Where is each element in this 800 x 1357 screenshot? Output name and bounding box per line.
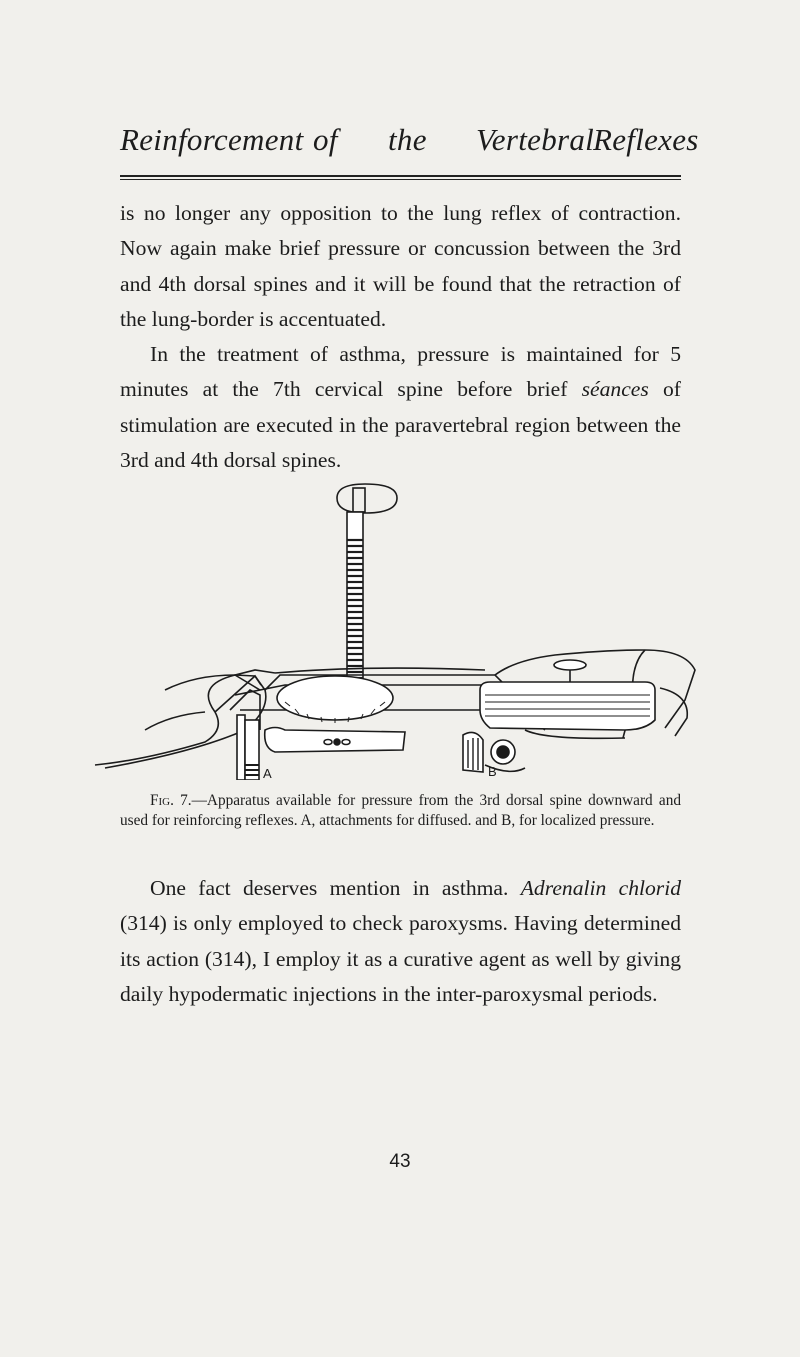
running-head-word: Vertebral bbox=[476, 122, 595, 157]
paragraph bbox=[120, 871, 681, 1012]
figure-apparatus bbox=[85, 480, 725, 780]
text-run: (314) is only employed to check paroxysms. Having determined its action (314), I employ it as a curative agent as well by giving daily hypodermatic injections in the inter-paroxysmal periods. bbox=[120, 911, 681, 1006]
italic-term: séances bbox=[581, 377, 649, 402]
body-text-top bbox=[120, 196, 681, 478]
body-text-bottom bbox=[120, 871, 681, 1012]
text-run: One fact deserves mention in asthma. bbox=[150, 876, 521, 900]
caption-label: Fig. 7. bbox=[150, 792, 192, 809]
figure-caption bbox=[120, 791, 681, 831]
figure-label-a: A bbox=[263, 766, 272, 780]
page-number: 43 bbox=[389, 1151, 411, 1172]
caption-text bbox=[120, 791, 681, 831]
header-rule bbox=[120, 175, 681, 177]
apparatus-illustration bbox=[85, 480, 725, 780]
paragraph bbox=[120, 337, 681, 478]
header-rule-thin bbox=[120, 179, 681, 180]
text-run: of stimulation are executed in the paravertebral region between the 3rd and 4th dorsal spines. bbox=[120, 377, 682, 473]
italic-term: Adrenalin chlorid bbox=[520, 876, 681, 900]
figure-label-b: B bbox=[488, 764, 497, 779]
running-head-word: of bbox=[313, 122, 338, 157]
running-head-word: the bbox=[388, 122, 427, 157]
running-head-word: Reinforcement bbox=[120, 122, 304, 157]
text-run: In the treatment of asthma, pressure is maintained for 5 minutes at the 7th cervical spine before brief bbox=[120, 342, 681, 402]
paragraph: is no longer any opposition to the lung reflex of contraction. Now again make brief pressure or concussion between the 3rd and 4th dorsal spines and it will be found that the retraction of the lung-border is accentuated. bbox=[120, 201, 681, 331]
caption-body: —Apparatus available for pressure from the 3rd dorsal spine downward and used for reinforcing reflexes. A, attachments for diffused. and B, for localized pressure. bbox=[120, 792, 681, 829]
running-head-word: Reflexes bbox=[593, 122, 699, 157]
